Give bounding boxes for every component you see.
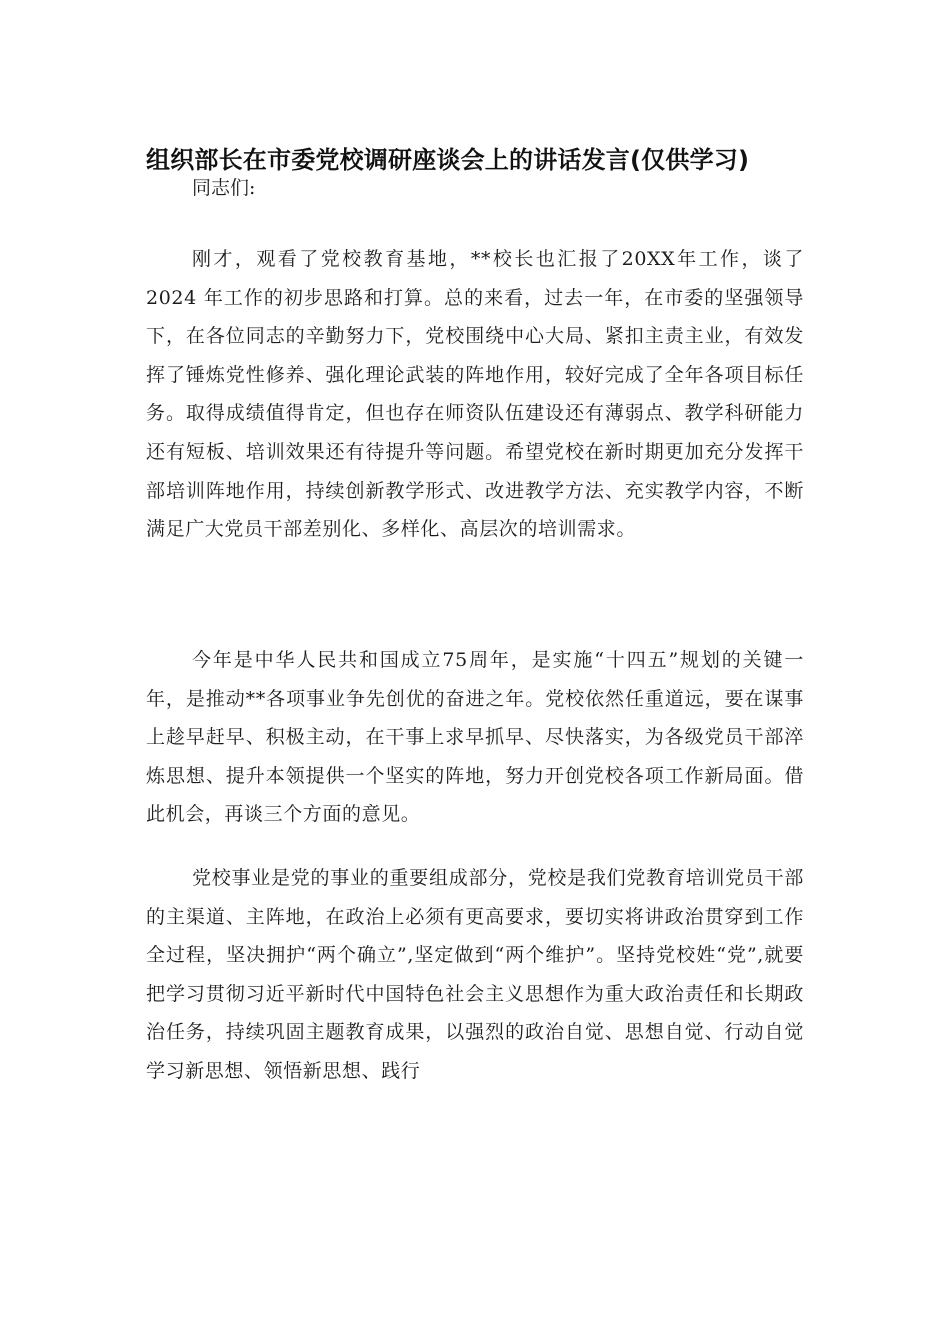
paragraph-2: 今年是中华人民共和国成立75周年，是实施“十四五”规划的关键一年，是推动**各项事业争先创优的奋进之年。党校依然任重道远，要在谋事上趁早赶早、积极主动，在干事上求早抓早、尽快落实，为各级党员干部淬炼思想、提升本领提供一个坚实的阵地，努力开创党校各项工作新局面。借此机会，再谈三个方面的意见。	[146, 649, 804, 826]
paragraph-1: 刚才，观看了党校教育基地，**校长也汇报了20XX年工作，谈了 2024 年工作的初步思路和打算。总的来看，过去一年，在市委的坚强领导下，在各位同志的辛勤努力下，党校围绕中心大局、紧扣主责主业，有效发挥了锤炼党性修养、强化理论武装的阵地作用，较好完成了全年各项目标任务。取得成绩值得肯定，但也存在师资队伍建设还有薄弱点、教学科研能力还有短板、培训效果还有待提升等问题。希望党校在新时期更加充分发挥干部培训阵地作用，持续创新教学形式、改进教学方法、充实教学内容，不断满足广大党员干部差别化、多样化、高层次的培训需求。	[146, 248, 804, 541]
document-title: 组织部长在市委党校调研座谈会上的讲话发言(仅供学习)	[146, 146, 750, 174]
salutation: 同志们:	[192, 177, 256, 199]
paragraph-3: 党校事业是党的事业的重要组成部分，党校是我们党教育培训党员干部的主渠道、主阵地，在政治上必须有更高要求，要切实将讲政治贯穿到工作全过程，坚决拥护“两个确立”,坚定做到“两个维护”。坚持党校姓“党”,就要把学习贯彻习近平新时代中国特色社会主义思想作为重大政治责任和长期政治任务，持续巩固主题教育成果，以强烈的政治自觉、思想自觉、行动自觉学习新思想、领悟新思想、践行	[146, 867, 804, 1082]
